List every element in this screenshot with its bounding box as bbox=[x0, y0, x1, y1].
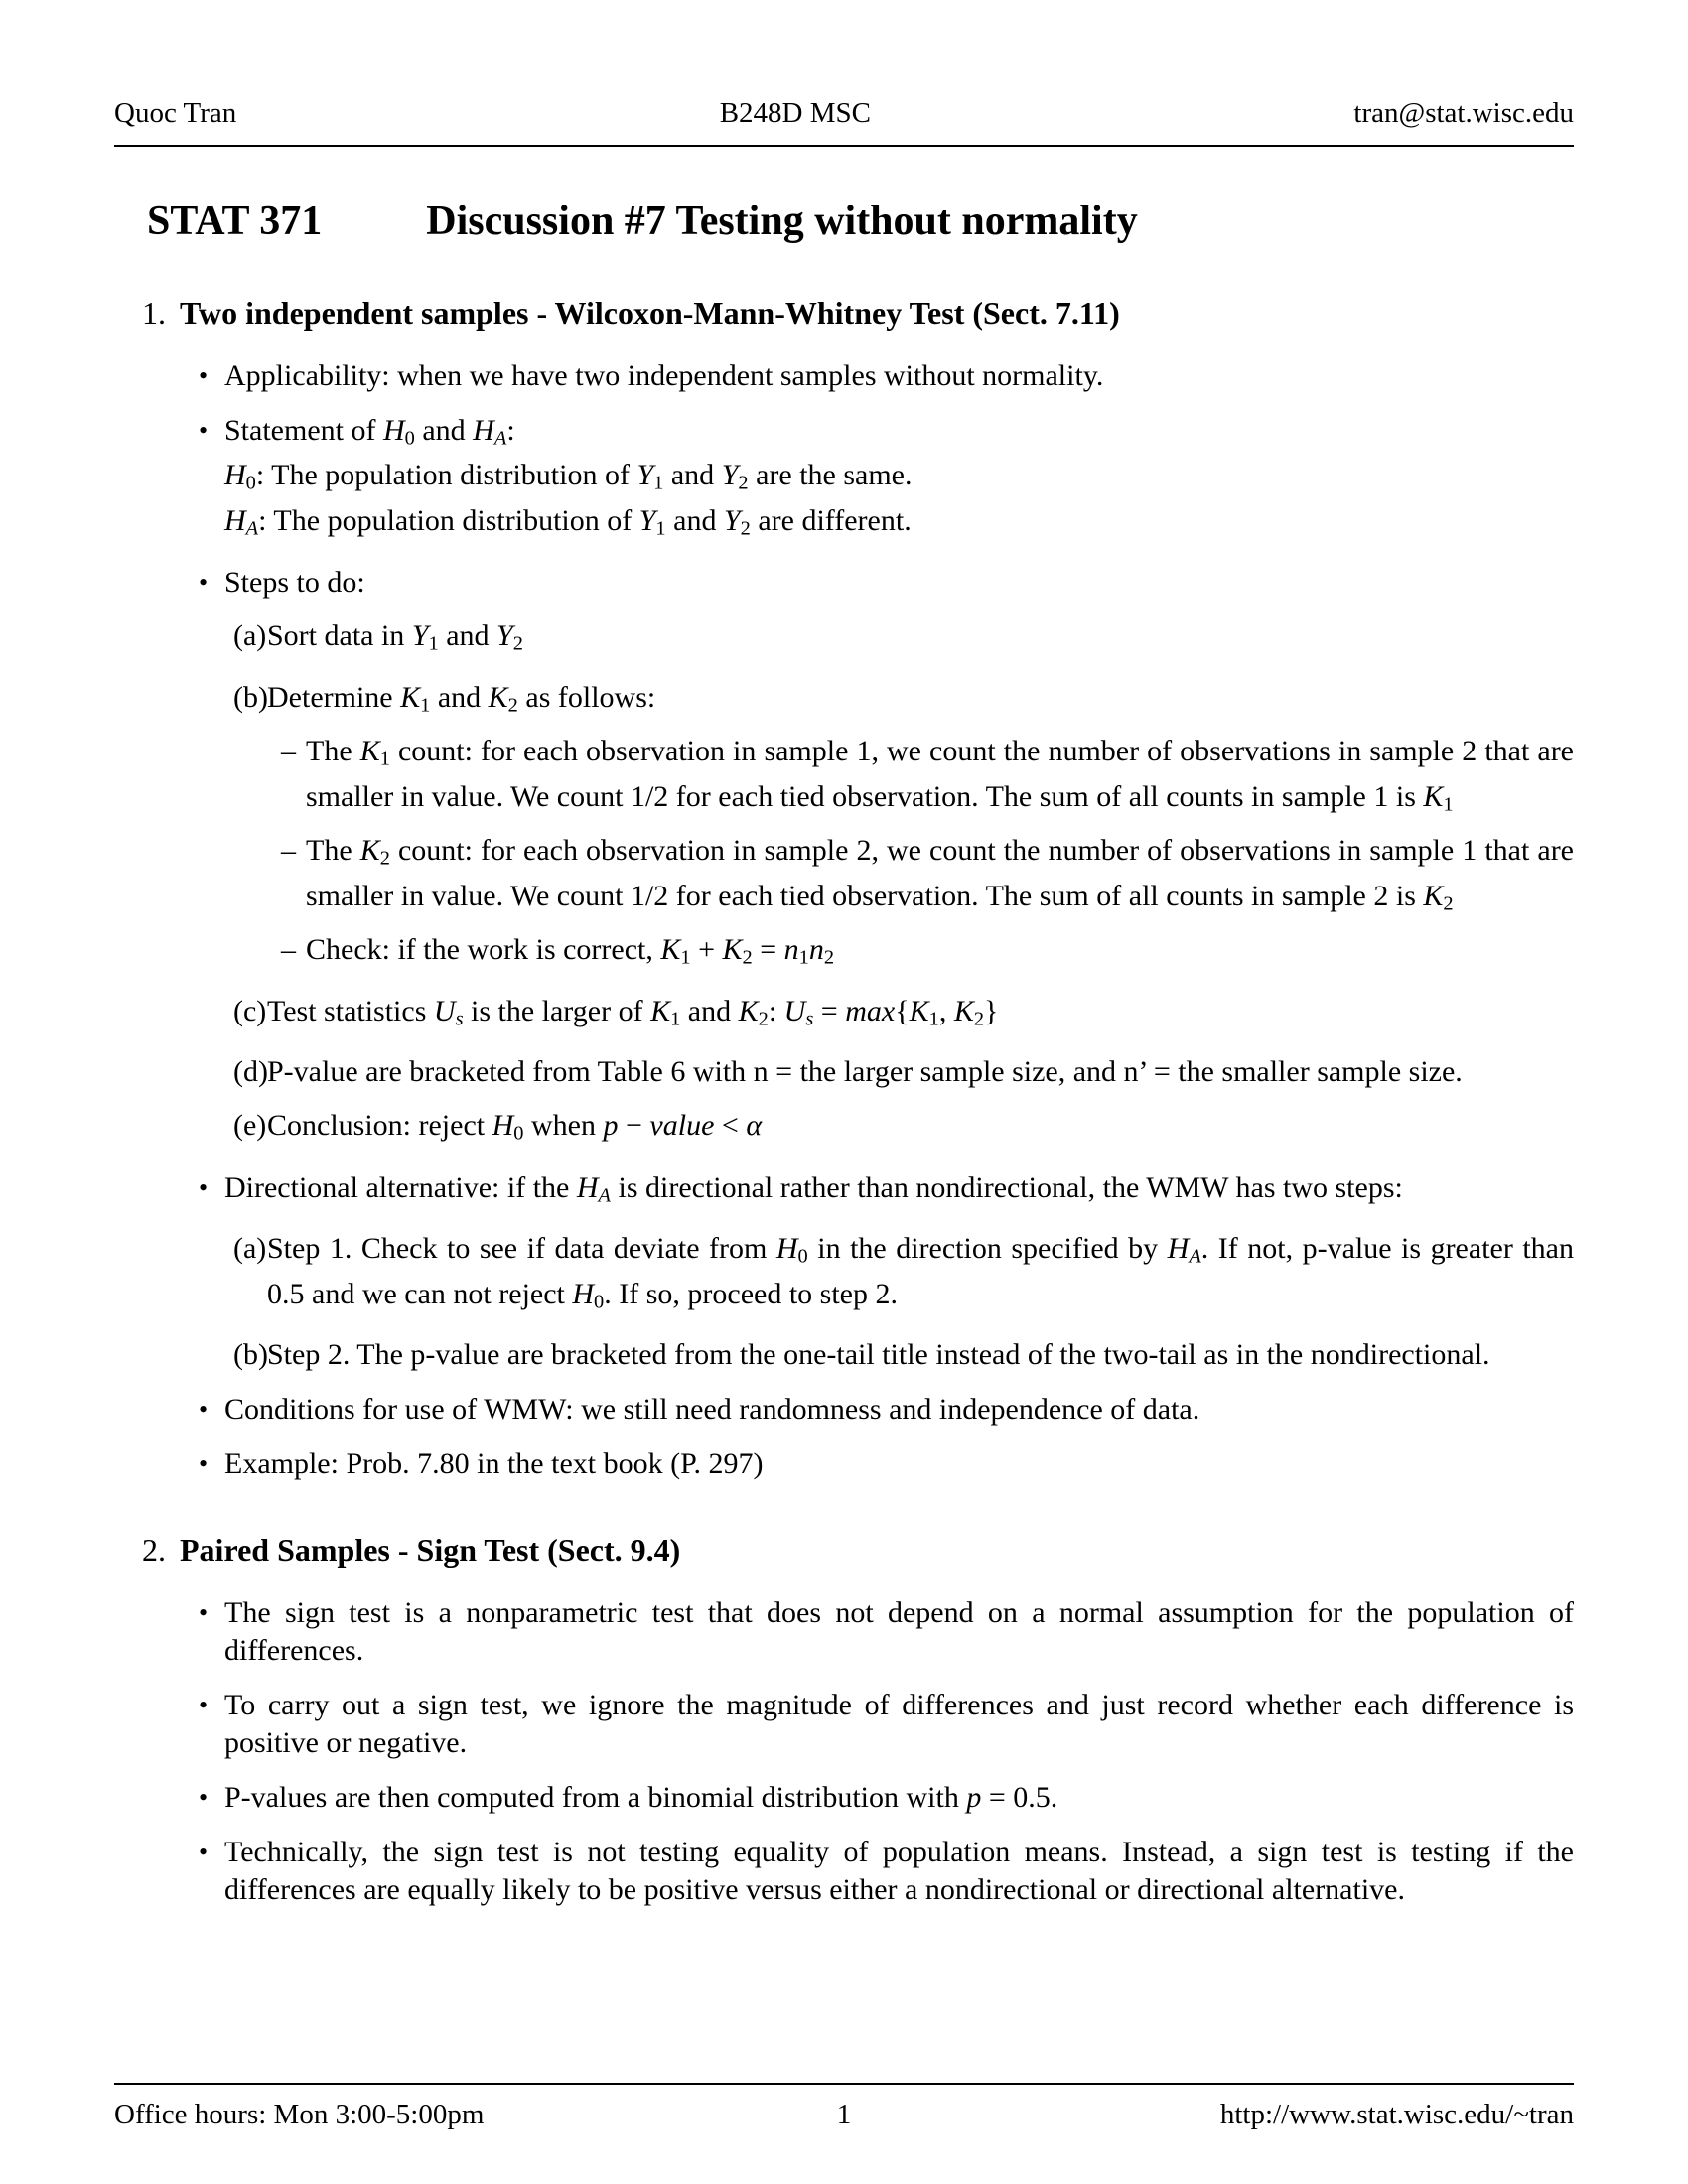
bullet-icon: • bbox=[199, 1838, 209, 1867]
step-item-a bbox=[114, 617, 1574, 662]
title-course: STAT 371 bbox=[147, 199, 323, 244]
section-1-body bbox=[114, 357, 1574, 1483]
section-1-heading bbox=[114, 292, 1574, 334]
list-item-technically bbox=[114, 1834, 1574, 1909]
step-text: Sort data in Y1 and Y2 bbox=[267, 619, 523, 655]
header-office: B248D MSC bbox=[719, 97, 871, 129]
section-1 bbox=[114, 292, 1574, 1483]
bullet-text: Steps to do: bbox=[224, 566, 365, 600]
step-label: (c) bbox=[233, 994, 267, 1027]
bullet-text: The sign test is a nonparametric test that does not depend on a normal assumption for the population of differences. bbox=[224, 1596, 1574, 1668]
step-item-e bbox=[114, 1107, 1574, 1152]
step-label: (a) bbox=[233, 619, 267, 653]
bullet-text: Technically, the sign test is not testing equality of population means. Instead, a sign test is testing if the differences are equally likely to be positive versus either a nondirectional or directional alternative. bbox=[224, 1836, 1574, 1907]
step-label: (e) bbox=[233, 1109, 267, 1143]
dash-icon: – bbox=[281, 834, 296, 868]
list-item-carryout bbox=[114, 1687, 1574, 1762]
dash-icon: – bbox=[281, 735, 296, 768]
sub-item-k2-count bbox=[114, 832, 1574, 922]
document-title bbox=[147, 197, 1574, 246]
step-item-dir-a bbox=[114, 1230, 1574, 1320]
list-item-steps bbox=[114, 564, 1574, 602]
title-text: Discussion #7 Testing without normality bbox=[426, 199, 1138, 244]
bullet-text: To carry out a sign test, we ignore the magnitude of differences and just record whether each difference is positive or negative. bbox=[224, 1689, 1574, 1760]
bullet-icon: • bbox=[199, 1783, 209, 1813]
list-item-directional bbox=[114, 1169, 1574, 1214]
bullet-text: Directional alternative: if the HA is directional rather than nondirectional, the WMW has two steps: bbox=[224, 1170, 1403, 1207]
sub-item-text: The K2 count: for each observation in sample 2, we count the number of observations in sample 1 that are smaller in value. We count 1/2 for each tied observation. The sum of all counts in sample 2 is K2 bbox=[306, 834, 1574, 915]
list-item-example bbox=[114, 1445, 1574, 1483]
step-text: Conclusion: reject H0 when p − value < α bbox=[267, 1109, 763, 1145]
step-label: (b) bbox=[233, 680, 268, 714]
section-title: Paired Samples - Sign Test (Sect. 9.4) bbox=[180, 1532, 681, 1569]
step-item-dir-b bbox=[114, 1336, 1574, 1374]
sub-item-text: The K1 count: for each observation in sample 1, we count the number of observations in sample 2 that are smaller in value. We count 1/2 for each tied observation. The sum of all counts in sample 1 is K1 bbox=[306, 735, 1574, 816]
section-2-body bbox=[114, 1594, 1574, 1909]
list-item-signtest-intro bbox=[114, 1594, 1574, 1670]
section-number: 1. bbox=[142, 295, 166, 331]
statement-line: Statement of H0 and HA: bbox=[224, 414, 515, 450]
step-text: Step 2. The p-value are bracketed from the one-tail title instead of the two-tail as in the nondirectional. bbox=[267, 1338, 1490, 1372]
bullet-icon: • bbox=[199, 416, 209, 445]
sub-item-check bbox=[114, 931, 1574, 976]
list-item-conditions bbox=[114, 1391, 1574, 1429]
list-item-applicability bbox=[114, 357, 1574, 395]
page-footer bbox=[114, 2083, 1574, 2133]
list-item-statement bbox=[114, 412, 1574, 547]
page-header bbox=[114, 0, 1574, 147]
bullet-icon: • bbox=[199, 1598, 209, 1628]
bullet-icon: • bbox=[199, 1172, 209, 1202]
statement-line: HA: The population distribution of Y1 and Y2 are different. bbox=[224, 503, 912, 540]
section-2-heading bbox=[114, 1529, 1574, 1570]
step-item-c bbox=[114, 993, 1574, 1037]
bullet-icon: • bbox=[199, 1449, 209, 1479]
step-text: Step 1. Check to see if data deviate from H0 in the direction specified by HA. If not, p-value is greater than 0.5 and we can not reject H0. If so, proceed to step 2. bbox=[267, 1232, 1574, 1313]
footer-office-hours: Office hours: Mon 3:00-5:00pm bbox=[114, 2099, 485, 2130]
bullet-icon: • bbox=[199, 1691, 209, 1720]
step-text: Determine K1 and K2 as follows: bbox=[267, 680, 656, 717]
list-item-pvalues bbox=[114, 1779, 1574, 1817]
bullet-text: Example: Prob. 7.80 in the text book (P. 297) bbox=[224, 1447, 764, 1481]
bullet-icon: • bbox=[199, 568, 209, 598]
step-label: (b) bbox=[233, 1338, 268, 1372]
step-label: (d) bbox=[233, 1055, 268, 1089]
section-2 bbox=[114, 1529, 1574, 1909]
sub-item-k1-count bbox=[114, 733, 1574, 823]
bullet-text: P-values are then computed from a binomial distribution with p = 0.5. bbox=[224, 1781, 1058, 1815]
step-item-b bbox=[114, 679, 1574, 724]
bullet-icon: • bbox=[199, 361, 209, 390]
sub-item-text: Check: if the work is correct, K1 + K2 = n1n2 bbox=[306, 933, 835, 969]
section-number: 2. bbox=[142, 1532, 166, 1569]
dash-icon: – bbox=[281, 933, 296, 967]
footer-url: http://www.stat.wisc.edu/~tran bbox=[1219, 2099, 1574, 2130]
header-email: tran@stat.wisc.edu bbox=[1353, 97, 1574, 129]
statement-line: H0: The population distribution of Y1 and Y2 are the same. bbox=[224, 459, 913, 494]
bullet-text: Conditions for use of WMW: we still need randomness and independence of data. bbox=[224, 1393, 1200, 1427]
step-label: (a) bbox=[233, 1232, 267, 1266]
section-title: Two independent samples - Wilcoxon-Mann-Whitney Test (Sect. 7.11) bbox=[180, 295, 1120, 331]
bullet-icon: • bbox=[199, 1395, 209, 1425]
page-number: 1 bbox=[836, 2099, 852, 2130]
header-author: Quoc Tran bbox=[114, 97, 237, 129]
step-text: Test statistics Us is the larger of K1 and K2: Us = max{K1, K2} bbox=[267, 994, 999, 1030]
step-item-d bbox=[114, 1053, 1574, 1091]
step-text: P-value are bracketed from Table 6 with n = the larger sample size, and n’ = the smaller sample size. bbox=[267, 1055, 1463, 1089]
bullet-text: Applicability: when we have two independent samples without normality. bbox=[224, 359, 1104, 392]
bullet-text bbox=[224, 412, 1574, 547]
